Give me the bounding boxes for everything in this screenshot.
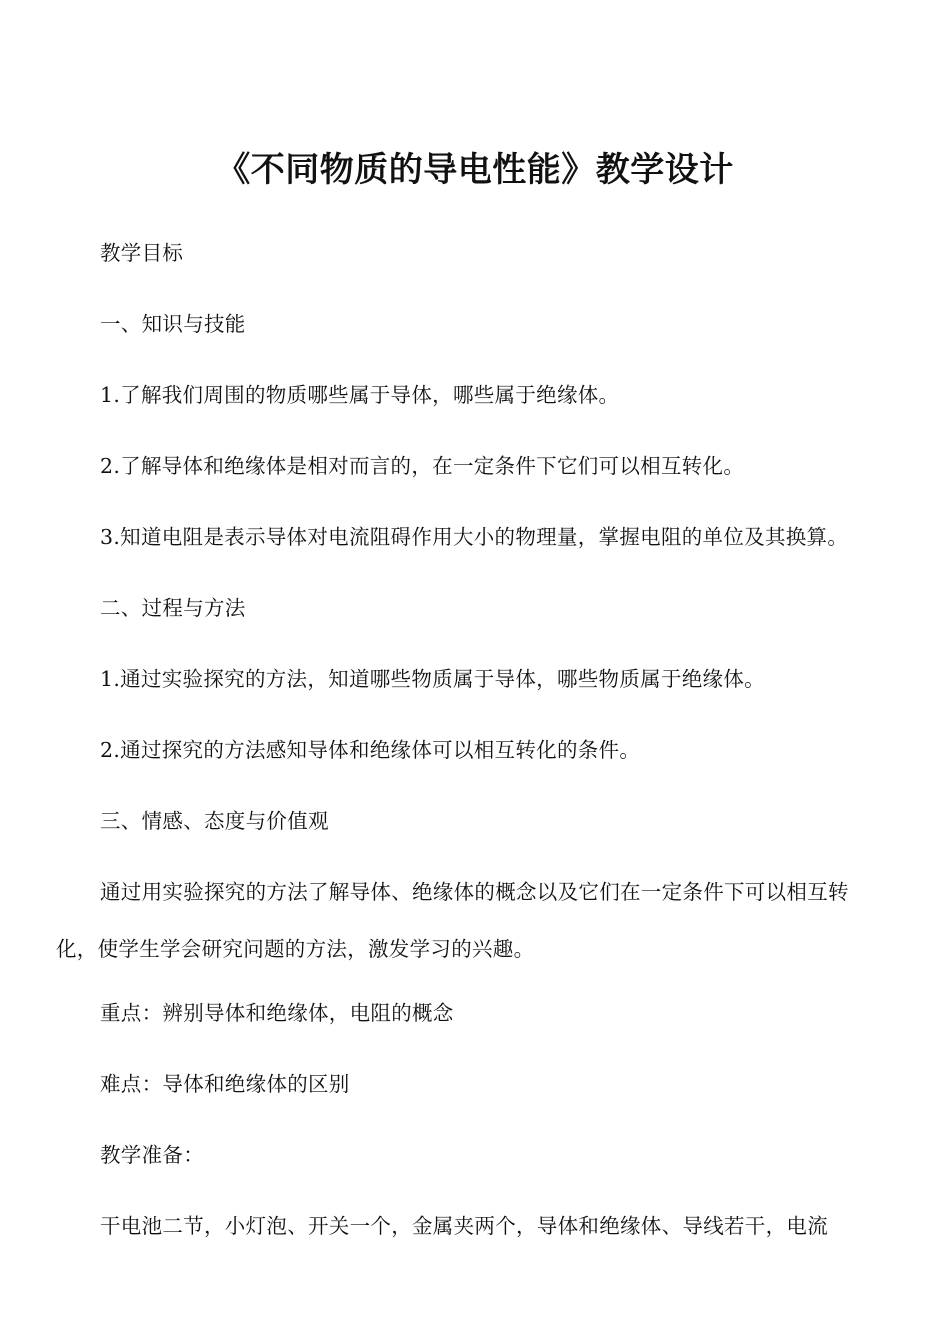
preparation-heading: 教学准备：: [100, 1143, 204, 1167]
preparation-text: 干电池二节，小灯泡、开关一个，金属夹两个，导体和绝缘体、导线若干，电流: [100, 1214, 828, 1238]
objectives-heading: 教学目标: [100, 241, 184, 265]
section1-item-2: 2.了解导体和绝缘体是相对而言的，在一定条件下它们可以相互转化。: [100, 454, 745, 478]
section3-heading: 三、情感、态度与价值观: [100, 809, 329, 833]
section2-heading: 二、过程与方法: [100, 596, 246, 620]
document-title: 《不同物质的导电性能》教学设计: [216, 150, 734, 190]
section1-item-1: 1.了解我们周围的物质哪些属于导体，哪些属于绝缘体。: [100, 383, 620, 407]
section2-item-1: 1.通过实验探究的方法，知道哪些物质属于导体，哪些物质属于绝缘体。: [100, 667, 765, 691]
section1-heading: 一、知识与技能: [100, 312, 246, 336]
section3-paragraph: 通过用实验探究的方法了解导体、绝缘体的概念以及它们在一定条件下可以相互转化，使学生学会研究问题的方法，激发学习的兴趣。: [56, 880, 849, 961]
section2-item-2: 2.通过探究的方法感知导体和绝缘体可以相互转化的条件。: [100, 738, 641, 762]
key-point: 重点：辨别导体和绝缘体，电阻的概念: [100, 1001, 454, 1025]
difficulty: 难点：导体和绝缘体的区别: [100, 1072, 350, 1096]
section1-item-3: 3.知道电阻是表示导体对电流阻碍作用大小的物理量，掌握电阻的单位及其换算。: [100, 525, 849, 549]
